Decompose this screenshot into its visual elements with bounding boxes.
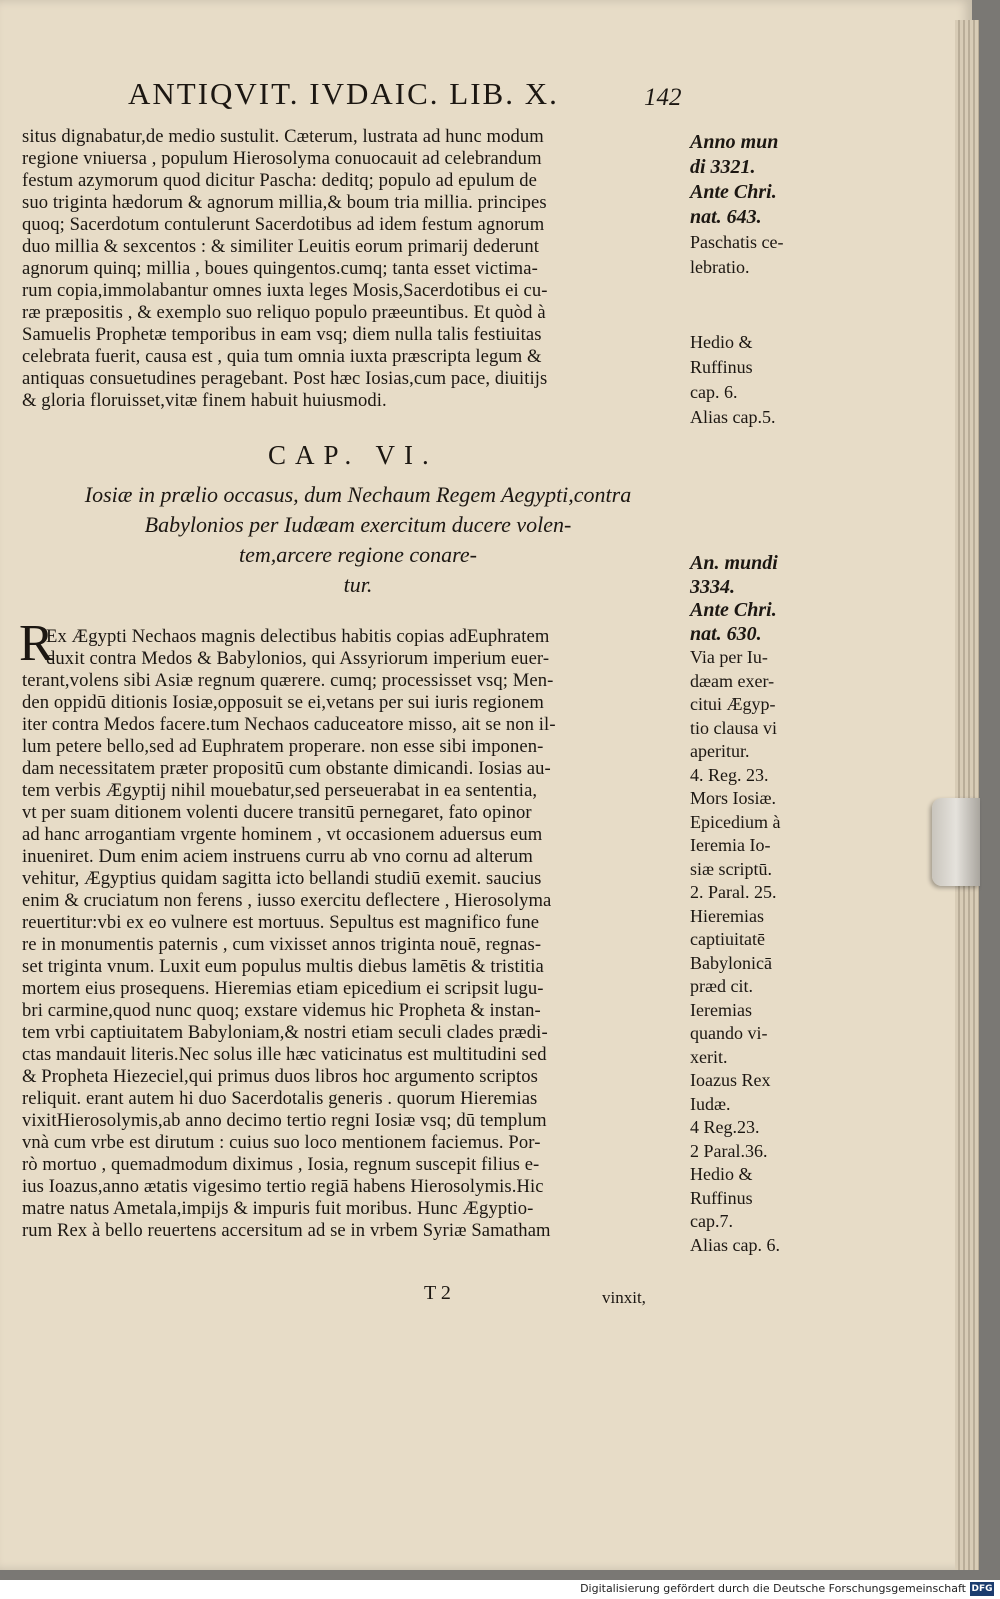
text-line: mortem eius prosequens. Hieremias etiam epicedium ei scripsit lugu-: [22, 978, 544, 999]
margin-note: Ioazus Rex: [690, 1070, 771, 1090]
running-header: ANTIQVIT. IVDAIC. LIB. X.: [128, 76, 559, 111]
text-line: den oppidū ditionis Iosiæ,opposuit se ei,vetans per sui iuris regionem: [22, 692, 544, 713]
margin-note: tio clausa vi: [690, 717, 777, 738]
margin-note: Hedio &: [690, 332, 753, 352]
text-line: & Propheta Hiezeciel,qui primus duos libros hoc argumento scriptos: [22, 1066, 538, 1087]
text-line: rò mortuo , quemadmodum diximus , Iosia, regnum suscepit filius e-: [22, 1154, 540, 1175]
margin-note: siæ scriptū.: [690, 858, 773, 879]
summary-line: Babylonios per Iudæam exercitum ducere volen-: [144, 512, 572, 537]
margin-note: dæam exer-: [690, 670, 775, 691]
text-line: agnorum quinq; millia , boues quingentos.cumq; tanta esset victima-: [22, 258, 538, 279]
margin-note: xerit.: [690, 1046, 728, 1067]
text-line: rum copia,immolabantur omnes iuxta leges Mosis,Sacerdotibus ei cu-: [22, 280, 548, 301]
margin-note: Ieremias: [690, 999, 752, 1020]
margin-note: [690, 280, 830, 305]
text-line: dam necessitatem præter propositū cum obstante dimicandi. Iosias au-: [22, 758, 551, 779]
text-line: situs dignabatur,de medio sustulit. Cæterum, lustrata ad hunc modum: [22, 126, 544, 147]
text-line: antiquas consuetudines peragebant. Post hæc Iosias,cum pace, diuitijs: [22, 368, 548, 389]
text-line: reliquit. erant autem hi duo Sacerdotalis generis . quorum Hieremias: [22, 1088, 538, 1109]
catchword: vinxit,: [602, 1288, 646, 1307]
margin-note: Hieremias: [690, 905, 764, 926]
margin-note: citui Ægyp-: [690, 694, 776, 714]
text-block-1: [22, 126, 688, 412]
text-line: ad hanc arrogantiam vrgente hominem , vt occasionem aduersus eum: [22, 824, 543, 845]
credit-text: Digitalisierung gefördert durch die Deutsche Forschungsgemeinschaft: [580, 1582, 966, 1595]
text-line: rum Rex à bello reuertens accersitum ad se in vrbem Syriæ Samatham: [22, 1220, 551, 1241]
text-line: lum petere bello,sed ad Euphratem properare. non esse sibi imponen-: [22, 736, 544, 757]
text-line: celebrata fuerit, causa est , quia tum omnia iuxta præscripta legum &: [22, 346, 542, 367]
text-line: vehitur, Ægyptius quidam sagitta icto bellandi studiū exemit. saucius: [22, 868, 542, 889]
margin-note: Anno mun: [690, 131, 779, 153]
margin-note: Hedio &: [690, 1164, 753, 1184]
chapter-summary: [34, 480, 682, 600]
text-line: ctas mandauit literis.Nec solus ille hæc vaticinatus est multitudini sed: [22, 1044, 547, 1065]
text-line: vnà cum vrbe est dirutum : cuius suo loco mentionem faciemus. Por-: [22, 1132, 541, 1153]
margin-note: Via per Iu-: [690, 647, 768, 667]
text-line: iter contra Medos facere.tum Nechaos caduceatore misso, ait se non il-: [22, 714, 556, 735]
text-line: inueniret. Dum enim aciem instruens curru ab vno cornu ad alterum: [22, 846, 533, 867]
margin-note: Babylonicā: [690, 952, 772, 973]
margin-note: [690, 305, 830, 330]
text-line: regione vniuersa , populum Hierosolyma conuocauit ad celebrandum: [22, 148, 542, 169]
page-clip: [932, 798, 980, 886]
text-line: vixitHierosolymis,ab anno decimo tertio regni Iosiæ vsq; dū templum: [22, 1110, 547, 1131]
summary-line: tur.: [343, 572, 373, 597]
margin-note: Iudæ.: [690, 1093, 731, 1114]
text-block-2: [22, 626, 688, 1242]
margin-note: 4 Reg.23.: [690, 1117, 760, 1137]
folio-number: 142: [644, 84, 682, 111]
margin-note: 4. Reg. 23.: [690, 764, 769, 785]
text-line: vt per suam ditionem volenti ducere transitū pernegaret, fato opinor: [22, 802, 532, 823]
margin-note: nat. 630.: [690, 622, 762, 645]
margin-note: Paschatis ce-: [690, 232, 784, 252]
summary-line: tem,arcere regione conare-: [238, 542, 478, 567]
margin-note: 3334.: [690, 575, 735, 598]
text-line: ræ præpositis , & exemplo suo reliquo populo præeuntibus. Et quòd à: [22, 302, 546, 323]
drop-cap: R: [19, 615, 54, 672]
margin-note: An. mundi: [690, 552, 778, 574]
margin-note: nat. 643.: [690, 206, 762, 228]
text-line: matre natus Ametala,impijs & impuris fuit moribus. Hunc Ægyptio-: [22, 1198, 534, 1219]
margin-note: lebratio.: [690, 257, 750, 277]
text-line: ius Ioazus,anno ætatis vigesimo tertio regiā habens Hierosolymis.Hic: [22, 1176, 544, 1197]
dfg-logo: DFG: [971, 1584, 993, 1594]
margin-note: Mors Iosiæ.: [690, 788, 777, 808]
text-line: re in monumentis paternis , cum vixisset annos triginta nouē, regnas-: [22, 934, 542, 955]
text-line: duxit contra Medos & Babylonios, qui Assyriorum imperium euer-: [46, 648, 550, 669]
margin-note: Ante Chri.: [690, 181, 777, 203]
margin-note: quando vi-: [690, 1023, 768, 1043]
margin-note: Ante Chri.: [690, 599, 777, 621]
text-line: enim & cruciatum non ferens , iusso exercitu deflectere , Hierosolyma: [22, 890, 552, 911]
summary-line: Iosiæ in prælio occasus, dum Nechaum Regem Aegypti,contra: [84, 482, 632, 507]
text-line: set triginta vnum. Luxit eum populus multis diebus lamētis & tristitia: [22, 956, 544, 977]
margin-note: di 3321.: [690, 156, 756, 178]
margin-note: 2. Paral. 25.: [690, 882, 777, 902]
text-line: reuertitur:vbi ex eo vulnere est mortuus. Sepultus est magnifico fune: [22, 912, 540, 933]
chapter-heading: CAP. VI.: [268, 440, 438, 470]
signature-mark: T 2: [424, 1282, 451, 1304]
margin-note: Ruffinus: [690, 1187, 753, 1208]
page-edges: [955, 20, 979, 1570]
margin-note: cap. 6.: [690, 382, 738, 402]
margin-notes-1: [690, 130, 830, 430]
text-line: duo millia & sexcentos : & similiter Leuitis eorum primarij dederunt: [22, 236, 539, 257]
text-line: tem vrbi captiuitatem Babyloniam,& nostri etiam seculi clades prædi-: [22, 1022, 548, 1043]
margin-note: Epicedium à: [690, 811, 781, 832]
credit-bar: [0, 1580, 1000, 1599]
margin-note: Ieremia Io-: [690, 835, 771, 855]
text-line: festum azymorum quod dicitur Pascha: deditq; populo ad epulum de: [22, 170, 538, 191]
text-line: & gloria floruisset,vitæ finem habuit huiusmodi.: [22, 390, 387, 411]
text-line: Ex Ægypti Nechaos magnis delectibus habitis copias adEuphratem: [46, 626, 550, 647]
text-line: terant,volens sibi Asiæ regnum quærere. cumq; processisset vsq; Men-: [22, 670, 554, 691]
text-line: quoq; Sacerdotum contulerunt Sacerdotibus ad idem festum agnorum: [22, 214, 545, 235]
margin-note: 2 Paral.36.: [690, 1140, 768, 1161]
margin-note: aperitur.: [690, 741, 750, 761]
margin-notes-2: [690, 552, 830, 1257]
text-line: Samuelis Prophetæ temporibus in eam vsq; diem nulla talis festiuitas: [22, 324, 542, 345]
text-line: suo triginta hædorum & agnorum millia,& boum tria millia. principes: [22, 192, 547, 213]
text-line: bri carmine,quod nunc quoq; exstare videmus hic Propheta & instan-: [22, 1000, 541, 1021]
margin-note: cap.7.: [690, 1211, 733, 1231]
margin-note: captiuitatē: [690, 929, 765, 949]
margin-note: Ruffinus: [690, 357, 753, 377]
margin-note: Alias cap. 6.: [690, 1234, 780, 1255]
margin-note: præd cit.: [690, 976, 753, 996]
text-line: tem verbis Ægyptij nihil mouebatur,sed perseuerabat in ea sententia,: [22, 780, 538, 801]
margin-note: Alias cap.5.: [690, 407, 776, 427]
